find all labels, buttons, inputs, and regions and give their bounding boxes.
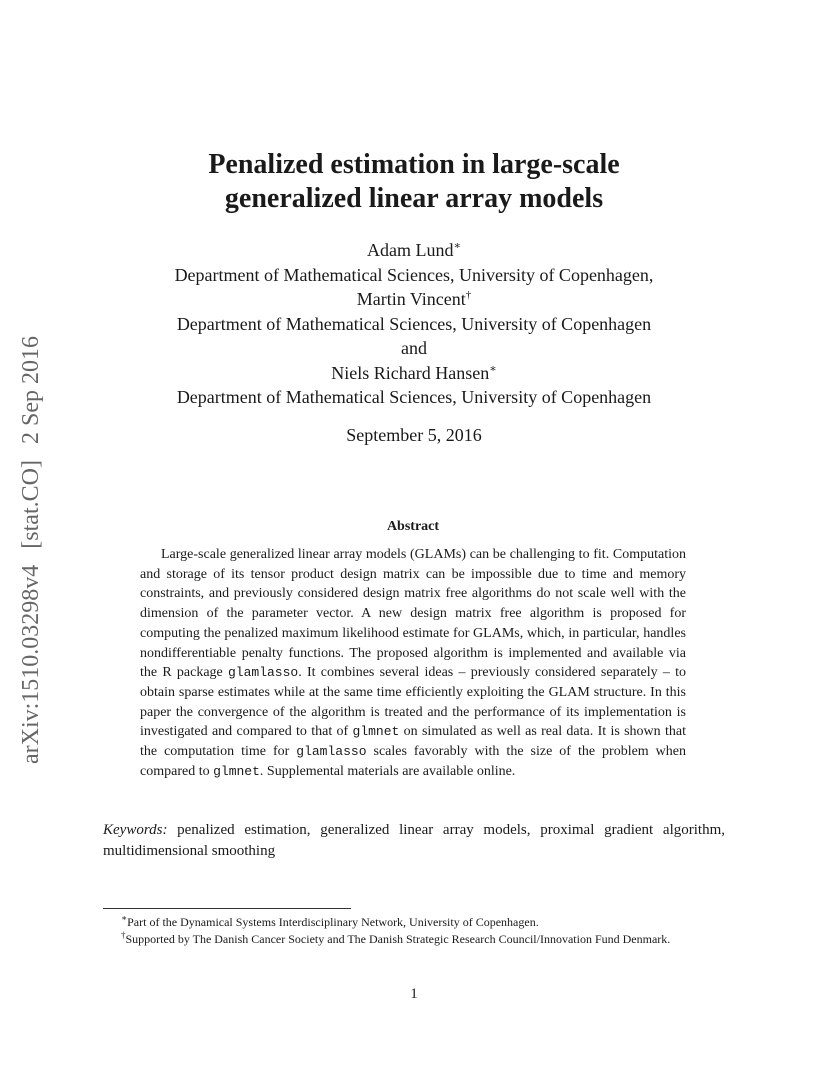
arxiv-id: arXiv:1510.03298v4	[18, 564, 44, 764]
author-name: Martin Vincent†	[356, 289, 472, 309]
page-number: 1	[410, 986, 418, 1002]
footnote-mark: ∗	[453, 240, 461, 252]
author-affiliation: Department of Mathematical Sciences, University of Copenhagen	[176, 313, 652, 334]
author-block	[100, 238, 728, 410]
package-name: glmnet	[352, 724, 400, 740]
paper-title	[100, 148, 728, 216]
keywords-label: Keywords:	[103, 822, 168, 838]
arxiv-date: 2 Sep 2016	[18, 336, 44, 445]
keywords	[103, 820, 725, 861]
footnote-mark: †	[121, 929, 126, 940]
keywords-text: penalized estimation, generalized linear array models, proximal gradient algorithm, multidimensional smoothing	[103, 822, 725, 859]
arxiv-category: [stat.CO]	[18, 460, 44, 549]
footnote-mark: ∗	[489, 362, 497, 375]
author-affiliation: Department of Mathematical Sciences, University of Copenhagen	[176, 387, 652, 407]
package-name: glamlasso	[296, 744, 367, 760]
author-name: Adam Lund∗	[367, 240, 461, 260]
package-name: glamlasso	[228, 665, 299, 681]
abstract-body: Large-scale generalized linear array models (GLAMs) can be challenging to fit. Computation and storage of its tensor product design matrix can be impossible due to time and memory constraints, and previously considered design matrix free algorithms do not scale well with the dimension of the parameter vector. A new design matrix free algorithm is proposed for computing the penalized maximum likelihood estimate for GLAMs, which, in particular, handles nondifferentiable penalty functions. The proposed algorithm is implemented and available via the R package glamlasso. It combines several ideas – previously considered separately – to obtain sparse estimates while at the same time efficiently exploiting the GLAM structure. In this paper the convergence of the algorithm is treated and the performance of its implementation is investigated and compared to that of glmnet on simulated as well as real data. It is shown that the computation time for glamlasso scales favorably with the size of the problem when compared to glmnet. Supplemental materials are available online.	[140, 547, 687, 779]
title-line-1: Penalized estimation in large-scale	[208, 149, 620, 180]
footnote: ∗Part of the Dynamical Systems Interdisciplinary Network, University of Copenhagen.	[121, 913, 539, 929]
arxiv-stamp	[15, 284, 47, 764]
footnotes	[103, 914, 725, 947]
author-affiliation: Department of Mathematical Sciences, University of Copenhagen,	[174, 264, 654, 285]
title-line-2: generalized linear array models	[224, 183, 604, 214]
package-name: glmnet	[213, 763, 260, 779]
footnote-mark: ∗	[121, 913, 128, 923]
footnote-divider	[103, 908, 351, 909]
footnote-mark: †	[465, 289, 472, 301]
author-separator: and	[401, 338, 427, 358]
footnote: †Supported by The Danish Cancer Society and The Danish Strategic Research Council/Innovation Fund Denmark.	[121, 929, 671, 946]
author-name: Niels Richard Hansen∗	[331, 362, 497, 383]
paper-date: September 5, 2016	[346, 425, 482, 445]
abstract-heading: Abstract	[386, 519, 440, 534]
